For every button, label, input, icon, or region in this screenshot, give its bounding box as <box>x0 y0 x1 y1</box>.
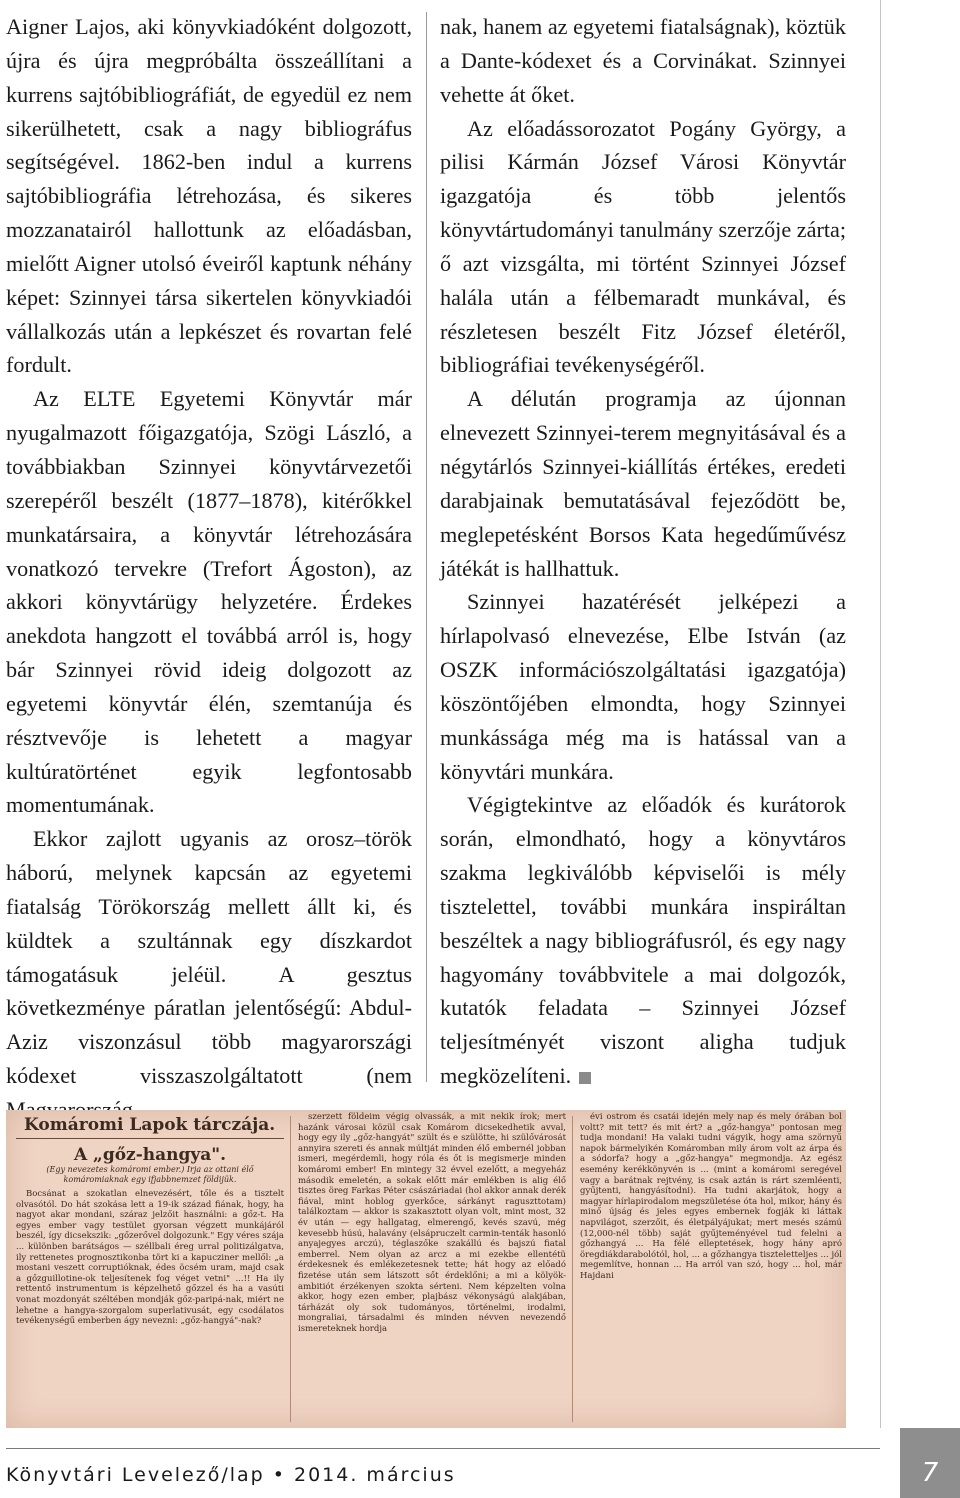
paragraph <box>440 788 846 1093</box>
clipping-subtitle: (Egy nevezetes komáromi ember.) Irja az ottani élő komáromiaknak egy ifjabbnemzet földijük. <box>46 1165 254 1184</box>
paragraph: Szinnyei hazatérését jelképezi a hírlapolvasó elnevezése, Elbe István (az OSZK információszolgáltatási igazgatója) köszöntőjében elmondta, hogy Szinnyei munkássága még ma is hatással van a könyvtári munkára. <box>440 589 846 784</box>
clipping-column-2 <box>298 1112 566 1428</box>
footer-publication: Könyvtári Levelező/lap • 2014. március <box>6 1464 456 1486</box>
paragraph: Az előadássorozatot Pogány György, a pilisi Kármán József Városi Könyvtár igazgatója és több jelentős könyvtártudományi tanulmány szerzője zárta; ő azt vizsgálta, mi történt Szinnyei József halála után a félbemaradt munkával, és részletesen beszélt Fitz József életéről, bibliográfiai tevékenységéről. <box>440 115 847 378</box>
clipping-column-3 <box>580 1112 842 1428</box>
clipping-column-separator <box>290 1116 291 1422</box>
paragraph: Aigner Lajos, aki könyvkiadóként dolgozott, újra és újra megpróbálta összeállítani a kurrens sajtóbibliográfiát, de egyedül ez nem sikerülhetett, csak a nagy bibliográfus segítségével. 1862-ben indul a kurrens sajtóbibliográfia létrehozása, és sikeres mozzanatairól hallottunk az előadásban, mielőtt Aigner utolsó éveiről kaptunk néhány képet: Szinnyei társa sikertelen könyvkiadói vállalkozás után a lepkészet és rovartan felé fordult. <box>6 14 412 378</box>
column-divider <box>426 12 427 1082</box>
paragraph: nak, hanem az egyetemi fiatalságnak), köztük a Dante-kódexet és a Corvinákat. Szinnyei vehette át őket. <box>440 14 846 107</box>
paragraph: Ekkor zajlott ugyanis az orosz–török háború, melynek kapcsán az egyetemi fiatalság Törökország mellett állt ki, és küldtek a szultánnak egy díszkardot támogatásuk jeléül. A gesztus következménye páratlan jelentőségű: Abdul-Aziz viszonzásul több magyarországi kódexet visszaszolgáltatott (nem <box>6 826 412 1089</box>
clipping-rule <box>16 1138 284 1139</box>
clipping-column-1 <box>16 1110 284 1428</box>
newspaper-clipping-image <box>6 1110 846 1428</box>
clipping-text: Bocsánat a szokatlan elnevezésért, tőle és a tisztelt olvasótól. Do hát szokása lett a 19-ik század fiának, hogy, ha nagyot akar mondani, száraz jelzőit használni: a gőz-t. Ha egyes ember vagy testület gyorsan végzett munkájáról beszél, így dicsekszik: „gőzerővel dolgozunk." Egy véres szája ... különben barátságos — széllbali éreg urral politizálgatva, ily rettenetes prognosztikonba tört ki a kapucziner mellől: „a mostani veszett corruptióknak, édes öcsém uram, majd csak a gőzguillotine-ok teljesítenek fog véget vetni" ...!! Ha ily rettentő instrumentum is képzelhető gőzzel és ha a vasúti vonat mozdonyát széltében mondják gőz-paripá-nak, miért ne lehetne a hangya-szorgalom superlativusát, egy csodálatos tevékenységű emberben ágy nevezni: „gőz-hangyá"-nak? <box>16 1189 284 1327</box>
paragraph: Az ELTE Egyetemi Könyvtár már nyugalmazott főigazgatója, Szögi László, a továbbiakban Szinnyei könyvtárvezetői szerepéről beszélt (1877–1878), kitérőkkel munkatársaira, a könyvtár létrehozására vonatkozó tervekre (Trefort Ágoston), az akkori könyvtárügy helyzetére. Érdekes anekdota hangzott el továbbá arról is, hogy bár Szinnyei rövid ideig dolgozott az egyetemi könyvtár élén, szemtanúja és résztvevője is lehetett a magyar kultúratörténet egyik legfontosabb momentumának. <box>6 386 412 818</box>
footer-rule <box>6 1448 880 1449</box>
page-number: 7 <box>921 1458 939 1488</box>
paragraph-text: Végigtekintve az előadók és kurátorok során, elmondható, hogy a könyvtáros szakma legkiválóbb képviselői is mély tisztelettel, további munkára inspiráltan beszéltek a nagy bibliográfusról, és egy nagy hagyomány továbbvitele a mai dolgozók, kutatók feladata – Szinnyei József teljesítményét viszont aligha tudjuk megközelíteni. <box>440 792 846 1089</box>
clipping-masthead: Komáromi Lapok tárczája. <box>24 1115 276 1135</box>
clipping-text: szerzett földeim végig olvassák, a mit nekik írok; mert hazánk városai közül csak Komárom dicsekedhetik avval, hogy egy ily „gőz-hangyát" szült és e szülötte, hi szülővárosát annyira szereti és annak múltját minden élő embernél jobban ismeri, megérdemli, hogy róla és őt is megismerje minden komáromi ember! En mintegy 32 évvel ezelőtt, a megyeház második emeletén, a sokak előtt már emlékben is alig élő tisztes öreg Farkas Péter császáriadai (hol akkor annak derék fiával, mint hoblog gyerkőce, sárkányt raguszttotam) találkoztam — akkor is szakasztott olyan volt, mint most, 32 év után — egy hallgatag, elmerengő, kevés szavú, még kevesebb húsú, halavány (elsápruczelt carmin-tenták hasonló anyajegyes arczú), téglaszőke szakállú és bajszú fiatal emberrel. Nem olyan az arcz a mi ezekbe ellentétü érdekesnek és emlékezetesnek tette; hát hogy az előadó fizetése után sem látszott sőt érdeklőni; a mi a kölyök-ambitiót érzékenyen szokta sérteni. Nem képzelten volna akkor, hogy ezen ember, plajbász vékonyságú alakjában, tárházát oly sok tudományos, történelmi, irodalmi, mongraliai, társadalmi és minden névven nevezendő ismereteknek hordja <box>298 1112 566 1334</box>
right-text-column <box>440 10 846 1093</box>
end-of-article-mark <box>579 1072 591 1084</box>
left-text-column <box>6 10 412 1127</box>
margin-rule <box>880 0 881 1428</box>
paragraph: A délután programja az újonnan elnevezett Szinnyei-terem megnyitásával és a négytárlós Szinnyei-kiállítás értékes, eredeti darabjainak bemutatásával fejeződött be, meglepetésként Borsos Kata hegedűművész játékát is hallhattuk. <box>440 386 846 581</box>
clipping-text: évi ostrom és csatái idején mely nap és mely órában bol voltt? mit tett? és mit ért? a „gőz-hangya" pontosan meg tudja mondani! Ha valaki tudni vágyik, hogy ama szörnyű napok bármelyikén Komáromban mily árom volt az árpa és a sódorfa? hogy a „gőz-hangya" megmondja. Az egész esemény kerékkönyvén is ... (mint a komáromi seregével vagy a barátnak rejtvény, is csak aztán is rárt szemléenti, gyűjtenti, hangyásítodni). Ha tudni akarjátok, hogy a magyar hírlapirodalom megszületése óta hol, mikor, hány és minő újság és jeles egyes embernek fogják ki láttak napvilágot, szerzőit, és életpályájukat; mert mesés számú (12,000-nél több) saját gyűjteményével tud felelni a gőzhangyá ... Ha félé elleptetések, hogy hány apró öregdiákdarabolótól, hol, ... a gőzhangya tiszteletteljes ... jól megemlítve, honnan ... Ha arról van szó, hogy ... hol, már Hajdani <box>580 1112 842 1281</box>
page-number-box <box>900 1428 960 1498</box>
clipping-column-separator <box>572 1116 573 1422</box>
clipping-article-title: A „gőz-hangya". <box>73 1145 227 1165</box>
